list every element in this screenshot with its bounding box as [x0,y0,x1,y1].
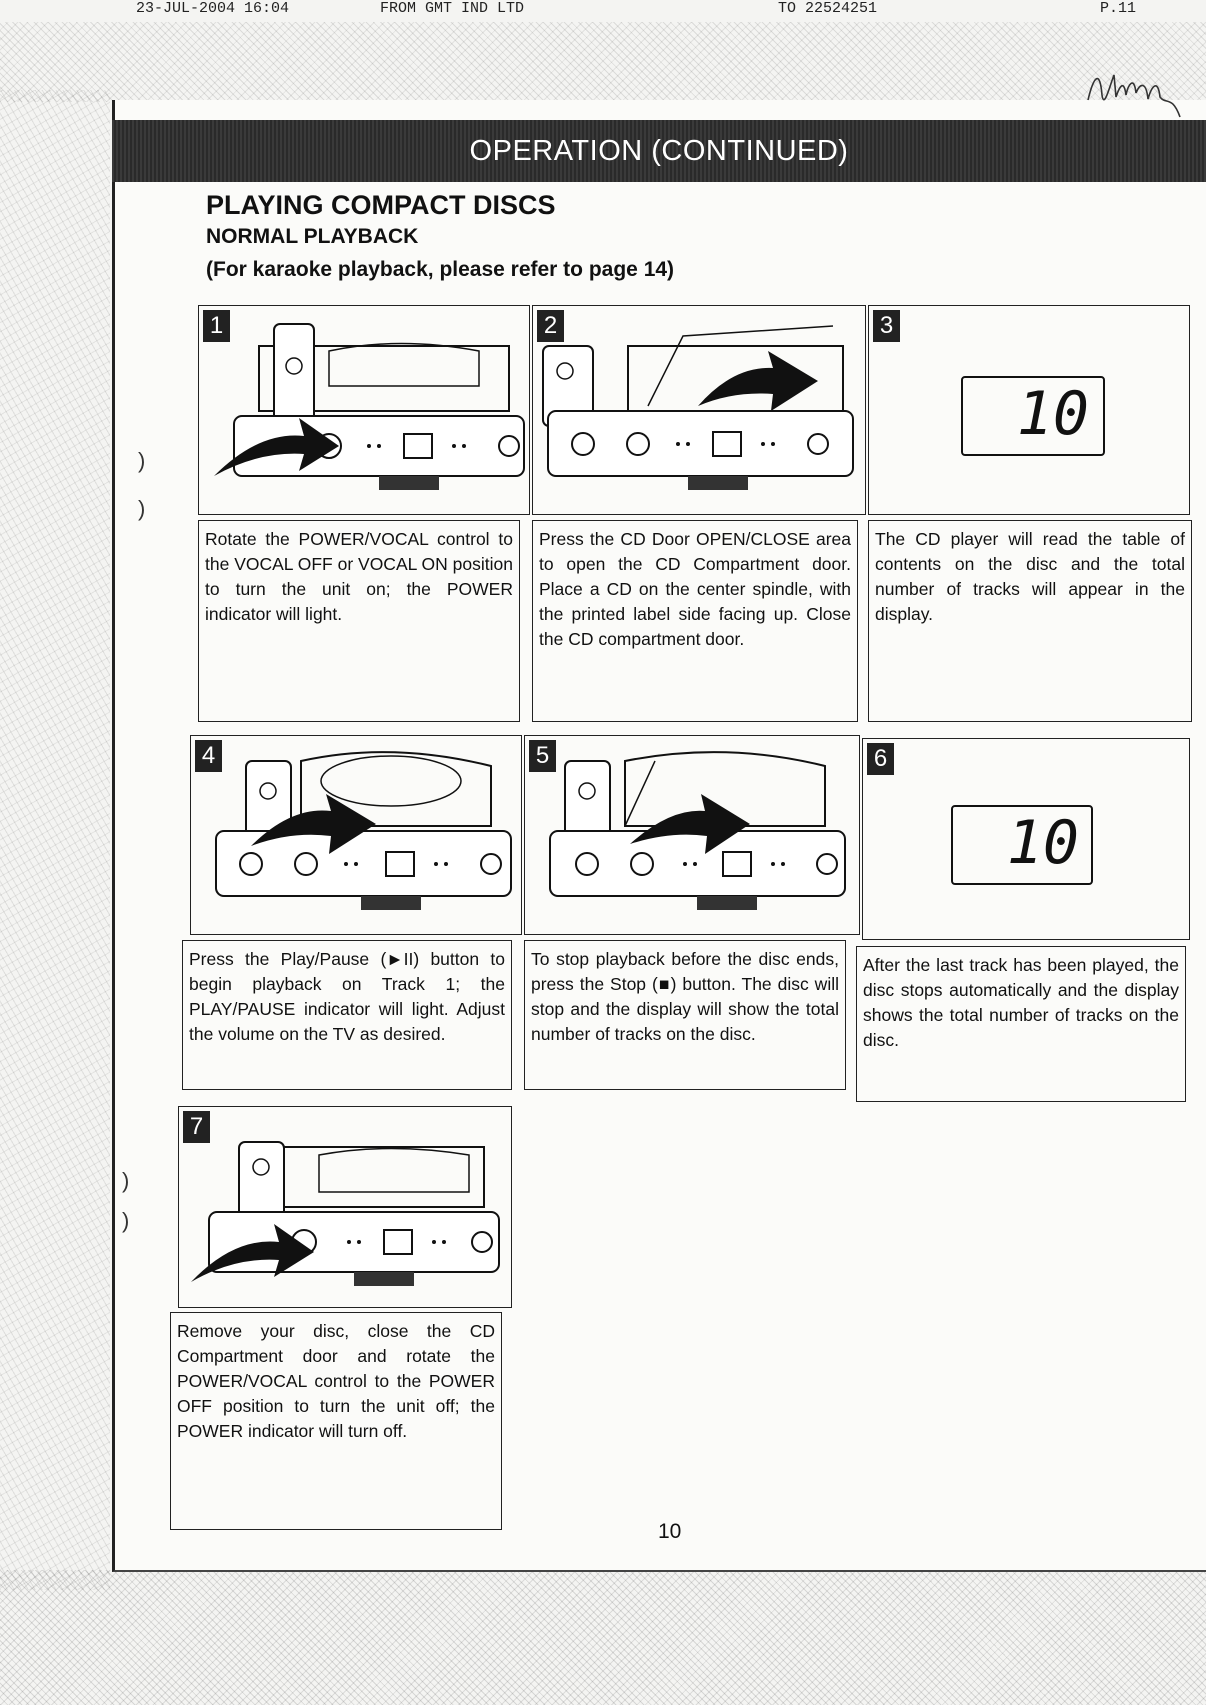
step-1-text: Rotate the POWER/VOCAL control to the VOCAL OFF or VOCAL ON position to turn the unit on; the POWER indicator will light. [198,520,520,722]
step-1-number: 1 [203,310,230,342]
page-number: 10 [658,1520,682,1543]
step-2-text: Press the CD Door OPEN/CLOSE area to open the CD Compartment door. Place a CD on the center spindle, with the printed label side facing up. Close the CD compartment door. [532,520,858,722]
step-1-illustration [198,305,530,515]
cd-player-power-off-drawing [179,1107,511,1307]
margin-mark: ) [122,1168,130,1193]
fax-to: TO 22524251 [778,0,878,17]
scan-noise-top [0,22,1206,102]
step-3-text: The CD player will read the table of contents on the disc and the total number of tracks will appear in the display. [868,520,1192,722]
cd-player-power-knob-drawing [199,306,529,514]
lcd-display-value: 10 [1016,379,1089,449]
step-5-illustration [524,735,860,935]
subsection-title: NORMAL PLAYBACK [206,225,419,248]
scan-noise-left [0,90,110,1590]
margin-mark: ) [122,1208,130,1233]
step-3-number: 3 [873,310,900,342]
step-5-number: 5 [529,740,556,772]
step-4-illustration [190,735,522,935]
karaoke-note: (For karaoke playback, please refer to page 14) [206,258,675,281]
fax-page: P.11 [1100,0,1137,17]
cd-player-play-button-drawing [191,736,521,934]
step-4-text: Press the Play/Pause (►II) button to begin playback on Track 1; the PLAY/PAUSE indicator will light. Adjust the volume on the TV as desired. [182,940,512,1090]
cd-player-door-open-drawing [533,306,865,514]
margin-mark: ) [138,496,146,521]
step-4-number: 4 [195,740,222,772]
step-7-illustration [178,1106,512,1308]
step-5-text: To stop playback before the disc ends, press the Stop (■) button. The disc will stop and the display will show the total number of tracks on the disc. [524,940,846,1090]
fax-datetime: 23-JUL-2004 16:04 [136,0,290,17]
banner-title: OPERATION (CONTINUED) [469,135,849,167]
step-7-text: Remove your disc, close the CD Compartment door and rotate the POWER/VOCAL control to the POWER OFF position to turn the unit off; the POWER indicator will turn off. [170,1312,502,1530]
step-6-illustration [862,738,1190,940]
step-7-number: 7 [183,1111,210,1143]
step-3-illustration [868,305,1190,515]
lcd-display-value: 10 [1006,808,1079,878]
step-2-number: 2 [537,310,564,342]
fax-header [0,0,1206,20]
section-banner [112,120,1206,182]
margin-mark: ) [138,448,146,473]
fax-from: FROM GMT IND LTD [380,0,525,17]
scan-noise-bottom [0,1570,1206,1705]
step-6-number: 6 [867,743,894,775]
section-title: PLAYING COMPACT DISCS [206,190,556,220]
handwritten-signature [1080,55,1190,125]
step-6-text: After the last track has been played, the disc stops automatically and the display shows the total number of tracks on the disc. [856,946,1186,1102]
cd-player-stop-button-drawing [525,736,859,934]
step-2-illustration [532,305,866,515]
